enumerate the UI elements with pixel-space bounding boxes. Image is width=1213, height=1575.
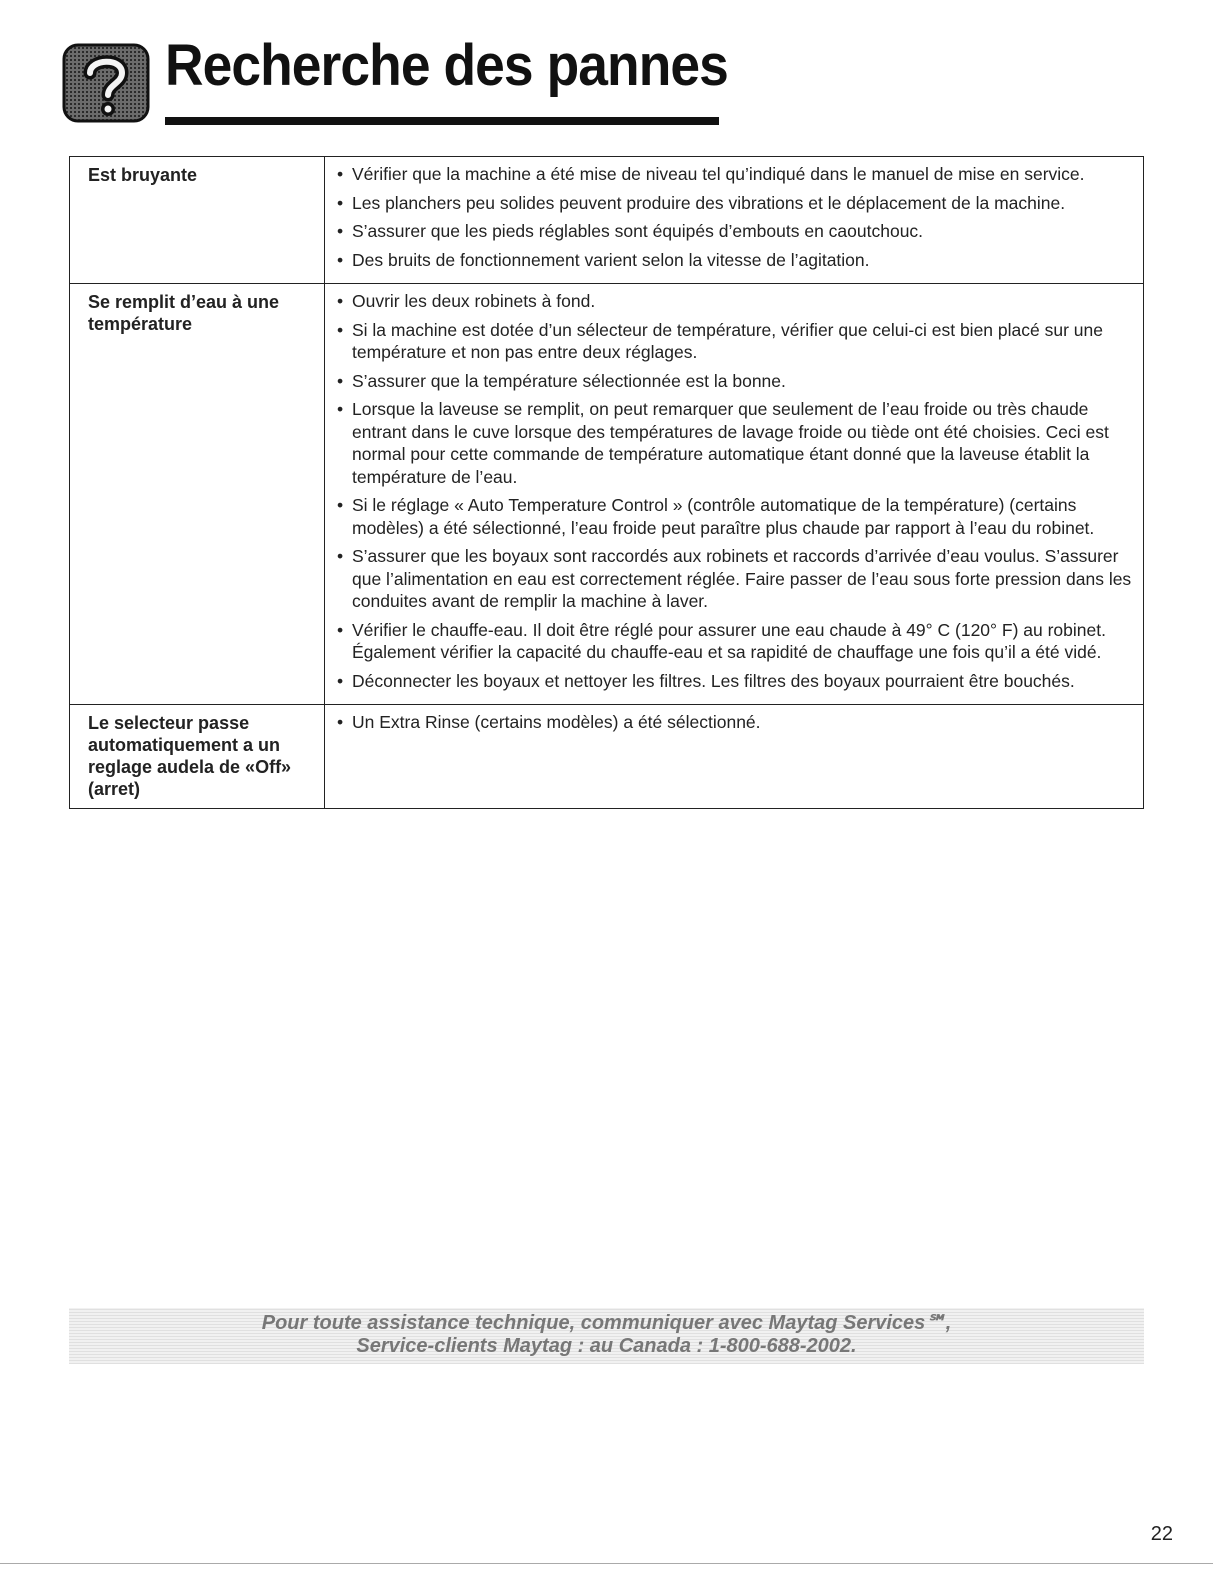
solutions-cell xyxy=(325,284,1144,705)
solution-list xyxy=(335,290,1139,692)
solution-item: • Un Extra Rinse (certains modèles) a été sélectionné. xyxy=(335,711,1139,734)
assistance-line-2: Service-clients Maytag : au Canada : 1-800-688-2002. xyxy=(356,1335,857,1357)
solution-item: • Si la machine est dotée d’un sélecteur de température, vérifier que celui-ci est bien placé sur une température et non pas entre deux réglages. xyxy=(335,319,1139,364)
page-title: Recherche des pannes xyxy=(165,33,728,98)
problem-cell: Est bruyante xyxy=(70,157,325,284)
bottom-rule xyxy=(0,1563,1213,1564)
problem-cell: Se remplit d’eau à une température xyxy=(70,284,325,705)
solutions-cell xyxy=(325,157,1144,284)
solution-list xyxy=(335,711,1139,734)
solution-item: • Ouvrir les deux robinets à fond. xyxy=(335,290,1139,313)
solution-item: • S’assurer que la température sélectionnée est la bonne. xyxy=(335,370,1139,393)
solution-item: • Les planchers peu solides peuvent produire des vibrations et le déplacement de la machine. xyxy=(335,192,1139,215)
assistance-banner xyxy=(69,1308,1144,1364)
page-number: 22 xyxy=(1150,1523,1173,1545)
solution-item: • Lorsque la laveuse se remplit, on peut remarquer que seulement de l’eau froide ou très chaude entrant dans le cuve lorsque des températures de lavage froide ou tiède ont été choisies. Ceci est normal pour cette commande de température automatique étant donné que la laveuse établit la température de l’eau. xyxy=(335,398,1139,488)
solutions-cell xyxy=(325,705,1144,809)
solution-item: • Des bruits de fonctionnement varient selon la vitesse de l’agitation. xyxy=(335,249,1139,272)
solution-item: • Vérifier le chauffe-eau. Il doit être réglé pour assurer une eau chaude à 49° C (120° F) au robinet. Également vérifier la capacité du chauffe-eau et sa rapidité de chauffage une fois qu’il a été vidé. xyxy=(335,619,1139,664)
table-row xyxy=(70,284,1144,705)
table-row xyxy=(70,705,1144,809)
solution-item: • Si le réglage « Auto Temperature Control » (contrôle automatique de la température) (certains modèles) a été sélectionné, l’eau froide peut paraître plus chaude par rapport à l’eau du robinet. xyxy=(335,494,1139,539)
title-underline xyxy=(165,117,719,125)
solution-item: • Déconnecter les boyaux et nettoyer les filtres. Les filtres des boyaux pourraient être bouchés. xyxy=(335,670,1139,693)
solution-list xyxy=(335,163,1139,271)
assistance-line-1: Pour toute assistance technique, communiquer avec Maytag Services℠, xyxy=(261,1312,952,1334)
table-row xyxy=(70,157,1144,284)
solution-item: • S’assurer que les boyaux sont raccordés aux robinets et raccords d’arrivée d’eau voulus. S’assurer que l’alimentation en eau est correctement réglée. Faire passer de l’eau sous forte pression dans les conduites avant de remplir la machine à laver. xyxy=(335,545,1139,613)
problem-cell: Le selecteur passe automatiquement a un reglage audela de «Off» (arret) xyxy=(70,705,325,809)
solution-item: • Vérifier que la machine a été mise de niveau tel qu’indiqué dans le manuel de mise en service. xyxy=(335,163,1139,186)
question-mark-icon xyxy=(62,43,150,123)
troubleshooting-table xyxy=(69,156,1144,809)
solution-item: • S’assurer que les pieds réglables sont équipés d’embouts en caoutchouc. xyxy=(335,220,1139,243)
